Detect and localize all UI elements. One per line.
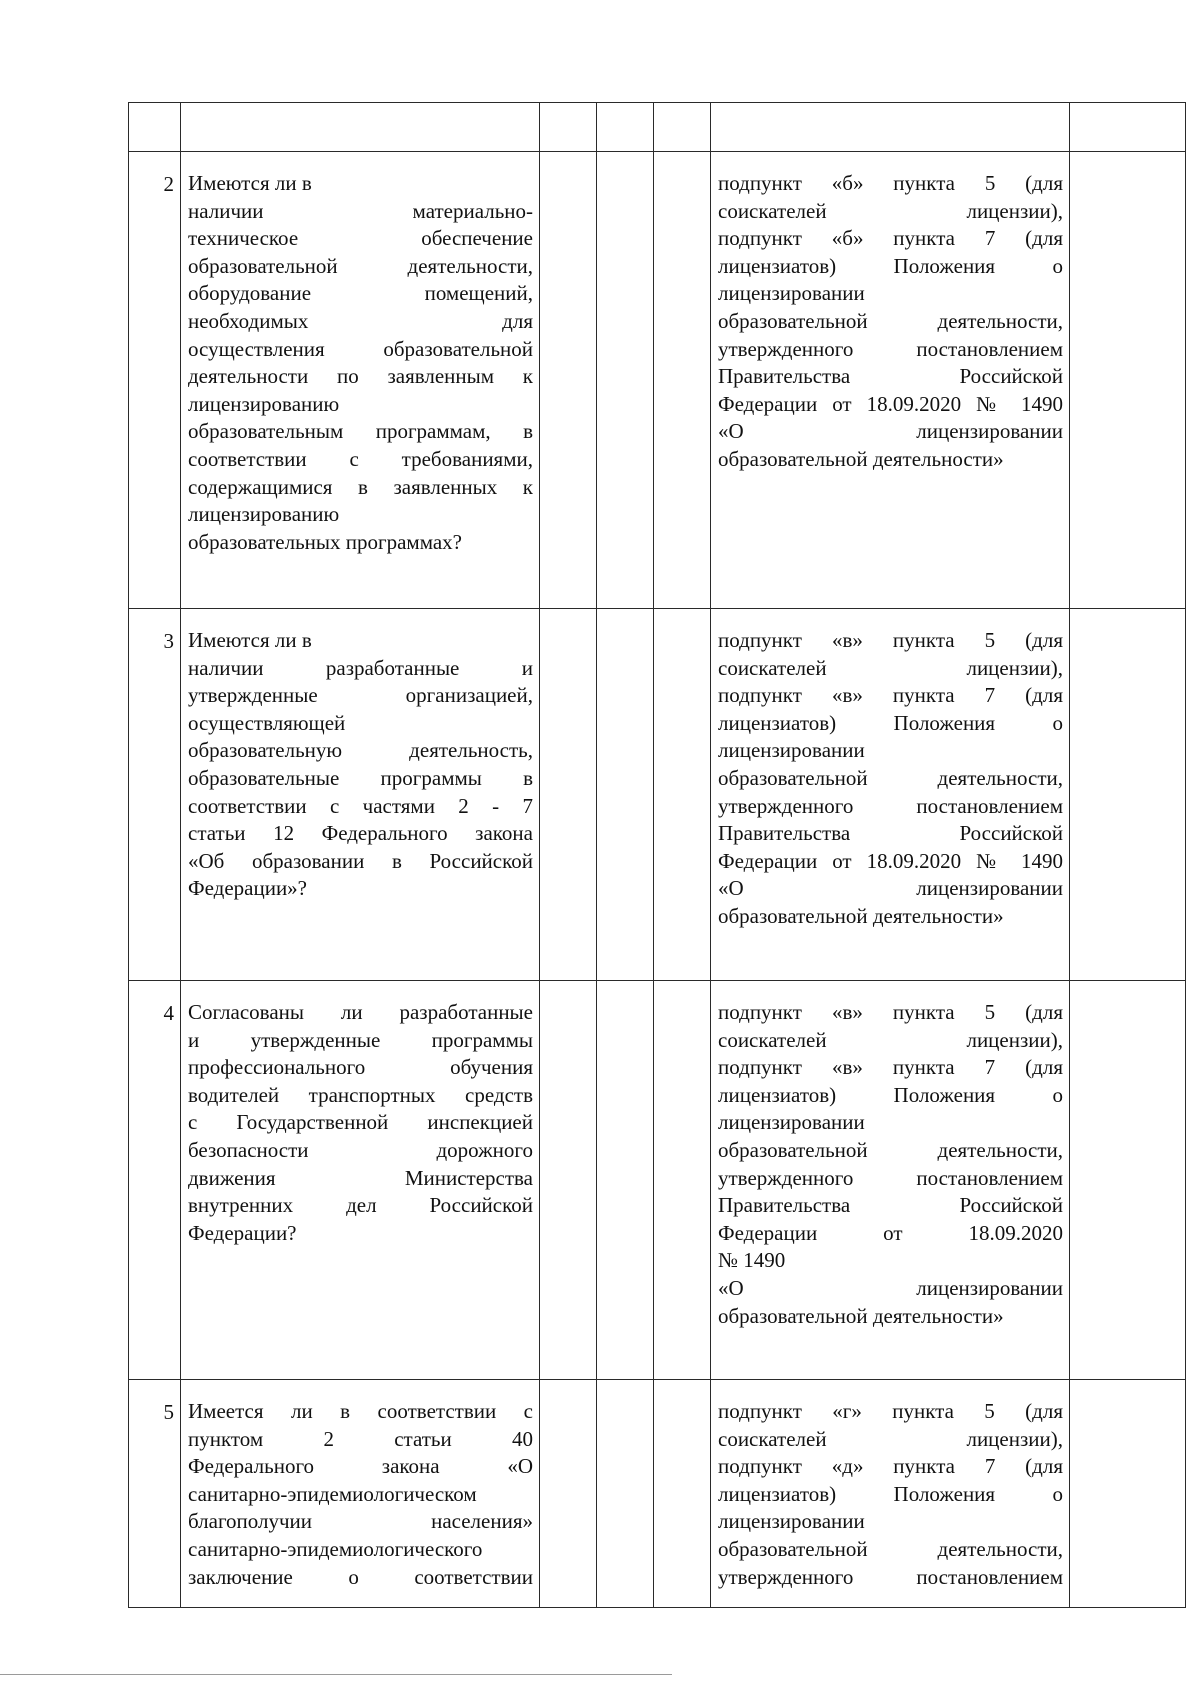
table-row (129, 1380, 1186, 1608)
reference-line: образовательной деятельности» (718, 1303, 1004, 1328)
answer-no-cell[interactable] (597, 981, 654, 1380)
reference-line: подпункт «г» пункта 5 (для (718, 1399, 1063, 1423)
reference-line: Федерации от 18.09.2020 № 1490 (718, 848, 1063, 873)
reference-line: лицензиатов) Положения о (718, 710, 1063, 735)
reference-line: образовательной деятельности, (718, 765, 1063, 790)
question-line: Имеются ли в (188, 628, 312, 652)
answer-not-applicable-cell[interactable] (654, 981, 711, 1380)
answer-yes-cell[interactable] (540, 981, 597, 1380)
note-cell[interactable] (1070, 152, 1186, 609)
question-line: Имеются ли в (188, 171, 312, 195)
question-line: заключение о соответствии (188, 1564, 533, 1589)
answer-not-applicable-cell[interactable] (654, 152, 711, 609)
reference-line: подпункт «в» пункта 5 (для (718, 628, 1063, 652)
question-line: образовательную деятельность, (188, 738, 533, 763)
reference-line: подпункт «б» пункта 7 (для (718, 226, 1063, 251)
row-number: 3 (129, 609, 181, 981)
question-line: «Об образовании в Российской (188, 848, 533, 873)
row-number: 5 (129, 1380, 181, 1608)
header-cell-reference (711, 103, 1070, 152)
question-line: техническое обеспечение (188, 226, 533, 251)
question-line: Федерального закона «О (188, 1454, 533, 1479)
question-line: водителей транспортных средств (188, 1082, 533, 1107)
reference-line: соискателей лицензии), (718, 198, 1063, 223)
question-line: санитарно-эпидемиологическом (188, 1481, 477, 1506)
question-text (181, 152, 540, 609)
answer-no-cell[interactable] (597, 609, 654, 981)
reference-line: утвержденного постановлением (718, 1165, 1063, 1190)
reference-line: утвержденного постановлением (718, 1564, 1063, 1589)
question-line: статьи 12 Федерального закона (188, 821, 533, 846)
reference-line: № 1490 (718, 1248, 786, 1273)
reference-text (711, 981, 1070, 1380)
header-cell-no (597, 103, 654, 152)
question-line: наличии материально- (188, 198, 533, 223)
reference-line: лицензировании (718, 281, 865, 306)
question-line: оборудование помещений, (188, 281, 533, 306)
question-line: благополучии населения» (188, 1509, 533, 1534)
question-line: Согласованы ли разработанные (188, 1000, 533, 1024)
question-line: содержащимися в заявленных к (188, 474, 533, 499)
question-line: необходимых для (188, 308, 533, 333)
reference-line: лицензировании (718, 1110, 865, 1135)
reference-line: лицензиатов) Положения о (718, 1481, 1063, 1506)
note-cell[interactable] (1070, 1380, 1186, 1608)
question-line: профессионального обучения (188, 1055, 533, 1080)
question-line: образовательные программы в (188, 765, 533, 790)
reference-line: соискателей лицензии), (718, 1426, 1063, 1451)
question-line: утвержденные организацией, (188, 683, 533, 708)
question-text (181, 981, 540, 1380)
reference-line: «О лицензировании (718, 1275, 1063, 1300)
table-header-row (129, 103, 1186, 152)
answer-yes-cell[interactable] (540, 152, 597, 609)
reference-line: образовательной деятельности» (718, 903, 1004, 928)
header-cell-not-applicable (654, 103, 711, 152)
question-line: наличии разработанные и (188, 655, 533, 680)
header-cell-number (129, 103, 181, 152)
question-line: Федерации»? (188, 876, 307, 901)
reference-line: «О лицензировании (718, 876, 1063, 901)
reference-line: подпункт «б» пункта 5 (для (718, 171, 1063, 195)
reference-line: подпункт «в» пункта 5 (для (718, 1000, 1063, 1024)
table-row (129, 609, 1186, 981)
answer-yes-cell[interactable] (540, 1380, 597, 1608)
page-bottom-divider (0, 1674, 672, 1675)
reference-line: Федерации от 18.09.2020 (718, 1220, 1063, 1245)
question-line: и утвержденные программы (188, 1027, 533, 1052)
reference-line: подпункт «д» пункта 7 (для (718, 1454, 1063, 1479)
reference-line: лицензировании (718, 738, 865, 763)
answer-no-cell[interactable] (597, 152, 654, 609)
question-line: образовательной деятельности, (188, 253, 533, 278)
answer-no-cell[interactable] (597, 1380, 654, 1608)
question-line: лицензированию (188, 502, 340, 527)
reference-line: утвержденного постановлением (718, 336, 1063, 361)
question-text (181, 1380, 540, 1608)
reference-line: Федерации от 18.09.2020 № 1490 (718, 391, 1063, 416)
question-line: санитарно-эпидемиологического (188, 1536, 483, 1561)
note-cell[interactable] (1070, 981, 1186, 1380)
question-line: Имеется ли в соответствии с (188, 1399, 533, 1423)
reference-text (711, 152, 1070, 609)
answer-not-applicable-cell[interactable] (654, 1380, 711, 1608)
reference-text (711, 1380, 1070, 1608)
reference-line: образовательной деятельности, (718, 1137, 1063, 1162)
reference-line: соискателей лицензии), (718, 1027, 1063, 1052)
reference-line: образовательной деятельности» (718, 446, 1004, 471)
question-line: лицензированию (188, 391, 340, 416)
question-line: осуществления образовательной (188, 336, 533, 361)
reference-line: соискателей лицензии), (718, 655, 1063, 680)
question-line: внутренних дел Российской (188, 1193, 533, 1218)
reference-line: Правительства Российской (718, 364, 1063, 389)
reference-line: Правительства Российской (718, 1193, 1063, 1218)
table-row (129, 152, 1186, 609)
header-cell-note (1070, 103, 1186, 152)
reference-line: подпункт «в» пункта 7 (для (718, 1055, 1063, 1080)
question-line: безопасности дорожного (188, 1137, 533, 1162)
question-line: соответствии с требованиями, (188, 446, 533, 471)
answer-not-applicable-cell[interactable] (654, 609, 711, 981)
question-line: деятельности по заявленным к (188, 364, 533, 389)
note-cell[interactable] (1070, 609, 1186, 981)
reference-line: образовательной деятельности, (718, 308, 1063, 333)
reference-line: Правительства Российской (718, 821, 1063, 846)
question-line: пунктом 2 статьи 40 (188, 1426, 533, 1451)
header-cell-question (181, 103, 540, 152)
reference-line: лицензиатов) Положения о (718, 1082, 1063, 1107)
reference-text (711, 609, 1070, 981)
header-cell-yes (540, 103, 597, 152)
reference-line: подпункт «в» пункта 7 (для (718, 683, 1063, 708)
question-line: образовательным программам, в (188, 419, 533, 444)
question-line: Федерации? (188, 1220, 297, 1245)
reference-line: «О лицензировании (718, 419, 1063, 444)
reference-line: лицензировании (718, 1509, 865, 1534)
answer-yes-cell[interactable] (540, 609, 597, 981)
reference-line: образовательной деятельности, (718, 1536, 1063, 1561)
question-text (181, 609, 540, 981)
checklist-table (128, 102, 1186, 1608)
question-line: соответствии с частями 2 - 7 (188, 793, 533, 818)
row-number: 2 (129, 152, 181, 609)
question-line: движения Министерства (188, 1165, 533, 1190)
reference-line: утвержденного постановлением (718, 793, 1063, 818)
question-line: осуществляющей (188, 710, 346, 735)
reference-line: лицензиатов) Положения о (718, 253, 1063, 278)
question-line: с Государственной инспекцией (188, 1110, 533, 1135)
table-row (129, 981, 1186, 1380)
question-line: образовательных программах? (188, 529, 462, 554)
row-number: 4 (129, 981, 181, 1380)
